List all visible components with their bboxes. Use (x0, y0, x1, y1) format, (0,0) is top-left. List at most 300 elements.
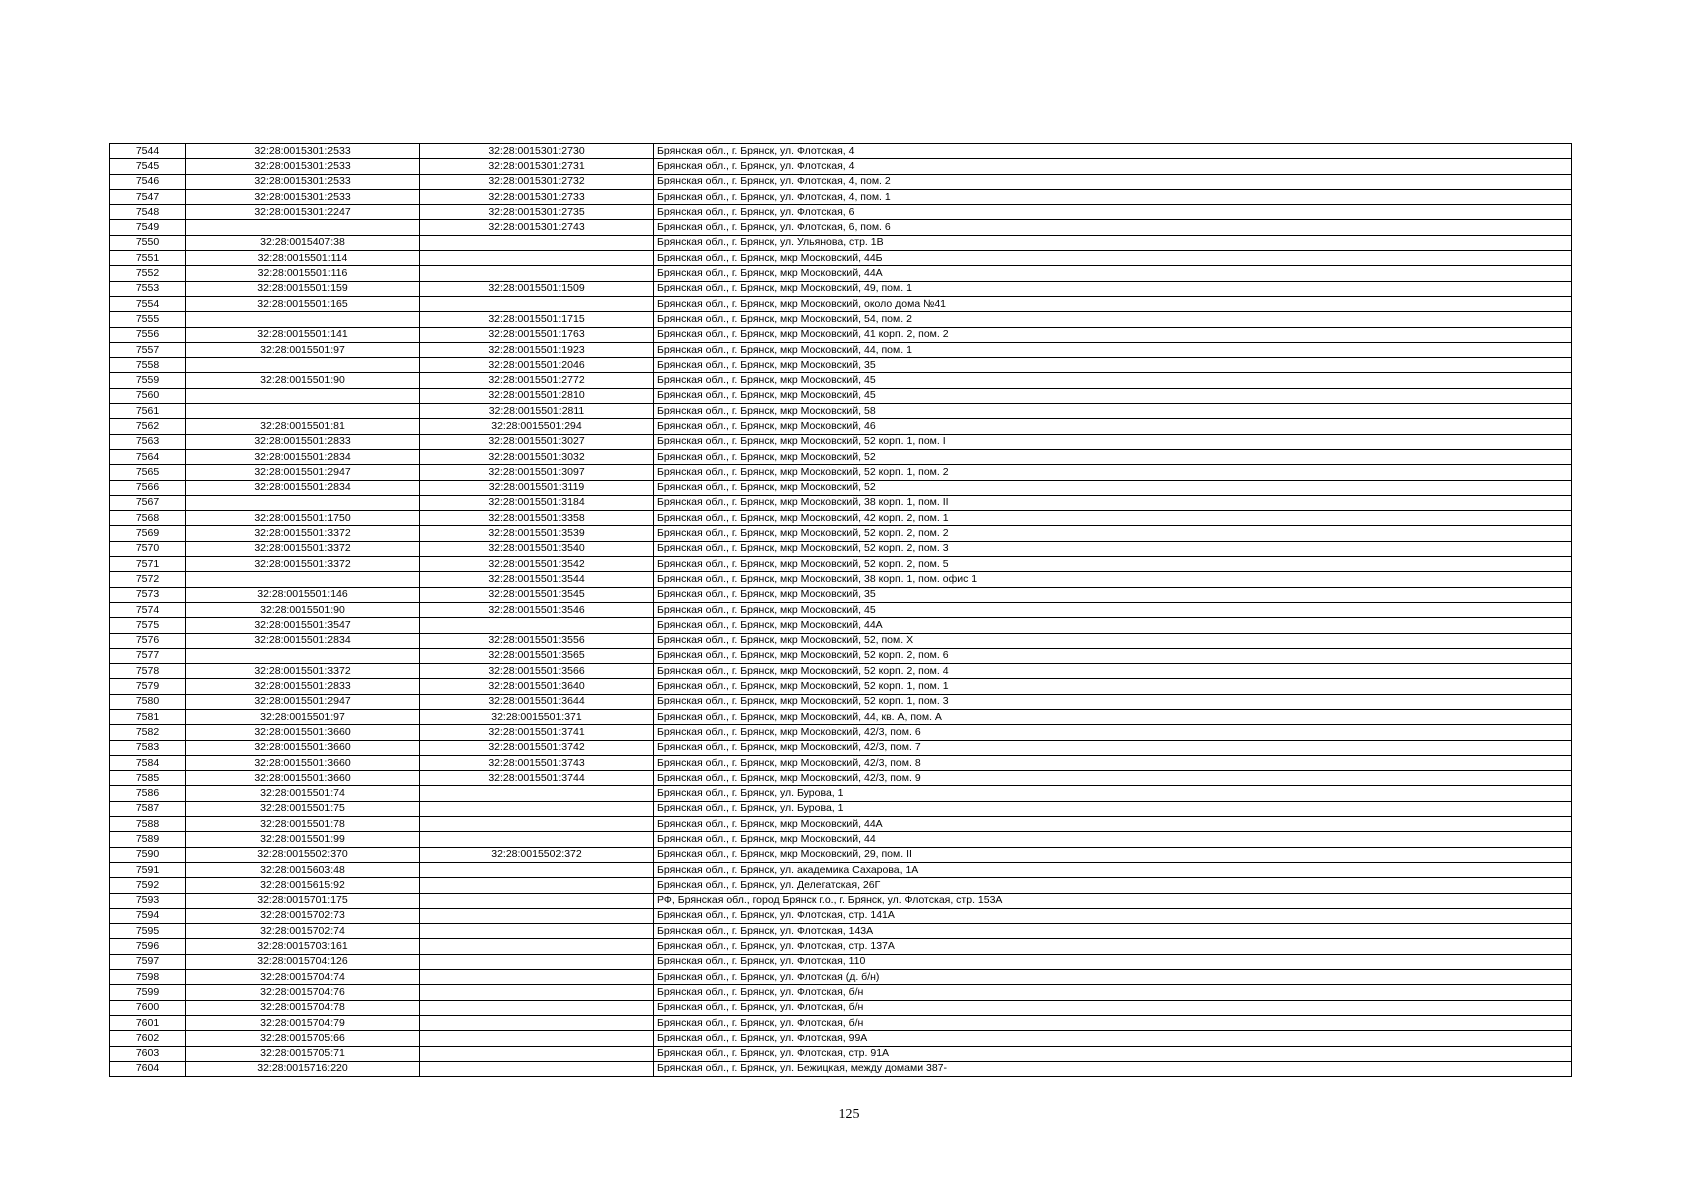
page-number: 125 (838, 1107, 860, 1122)
row-number-cell: 7573 (110, 587, 186, 602)
address-cell: Брянская обл., г. Брянск, мкр Московский, 42/3, пом. 6 (654, 725, 1572, 740)
table-row (110, 939, 1572, 954)
land-cadastral-number-cell: 32:28:0015501:165 (186, 296, 420, 311)
table-row (110, 434, 1572, 449)
object-cadastral-number-cell (420, 817, 654, 832)
table-row (110, 924, 1572, 939)
table-row (110, 404, 1572, 419)
object-cadastral-number-cell: 32:28:0015501:3097 (420, 465, 654, 480)
address-cell: Брянская обл., г. Брянск, ул. Флотская, 4, пом. 1 (654, 189, 1572, 204)
row-number-cell: 7563 (110, 434, 186, 449)
registry-table-body (110, 144, 1572, 1077)
land-cadastral-number-cell: 32:28:0015501:2834 (186, 449, 420, 464)
row-number-cell: 7559 (110, 373, 186, 388)
object-cadastral-number-cell: 32:28:0015501:3540 (420, 541, 654, 556)
address-cell: Брянская обл., г. Брянск, ул. Флотская, 6, пом. 6 (654, 220, 1572, 235)
table-row (110, 709, 1572, 724)
object-cadastral-number-cell (420, 954, 654, 969)
object-cadastral-number-cell: 32:28:0015501:3644 (420, 694, 654, 709)
land-cadastral-number-cell: 32:28:0015501:78 (186, 817, 420, 832)
object-cadastral-number-cell: 32:28:0015501:3027 (420, 434, 654, 449)
table-row (110, 862, 1572, 877)
address-cell: Брянская обл., г. Брянск, мкр Московский, 44, кв. А, пом. А (654, 709, 1572, 724)
object-cadastral-number-cell: 32:28:0015501:2810 (420, 388, 654, 403)
table-row (110, 801, 1572, 816)
object-cadastral-number-cell (420, 786, 654, 801)
address-cell: Брянская обл., г. Брянск, мкр Московский, 52 корп. 1, пом. I (654, 434, 1572, 449)
address-cell: Брянская обл., г. Брянск, ул. Флотская, стр. 137А (654, 939, 1572, 954)
address-cell: Брянская обл., г. Брянск, мкр Московский, 52 корп. 2, пом. 4 (654, 664, 1572, 679)
row-number-cell: 7575 (110, 618, 186, 633)
table-row (110, 694, 1572, 709)
table-row (110, 511, 1572, 526)
address-cell: Брянская обл., г. Брянск, ул. Флотская, стр. 91А (654, 1046, 1572, 1061)
table-row (110, 633, 1572, 648)
object-cadastral-number-cell (420, 924, 654, 939)
land-cadastral-number-cell: 32:28:0015501:3660 (186, 755, 420, 770)
land-cadastral-number-cell: 32:28:0015603:48 (186, 862, 420, 877)
table-row (110, 618, 1572, 633)
address-cell: Брянская обл., г. Брянск, ул. академика Сахарова, 1А (654, 862, 1572, 877)
object-cadastral-number-cell: 32:28:0015501:3741 (420, 725, 654, 740)
table-row (110, 159, 1572, 174)
row-number-cell: 7550 (110, 235, 186, 250)
row-number-cell: 7597 (110, 954, 186, 969)
object-cadastral-number-cell: 32:28:0015301:2733 (420, 189, 654, 204)
table-row (110, 541, 1572, 556)
land-cadastral-number-cell: 32:28:0015501:2833 (186, 679, 420, 694)
address-cell: Брянская обл., г. Брянск, мкр Московский, 44, пом. 1 (654, 342, 1572, 357)
address-cell: Брянская обл., г. Брянск, мкр Московский, 52 корп. 1, пом. 2 (654, 465, 1572, 480)
address-cell: Брянская обл., г. Брянск, мкр Московский, 42/3, пом. 8 (654, 755, 1572, 770)
land-cadastral-number-cell: 32:28:0015301:2247 (186, 205, 420, 220)
table-row (110, 755, 1572, 770)
table-row (110, 251, 1572, 266)
land-cadastral-number-cell: 32:28:0015501:3547 (186, 618, 420, 633)
table-row (110, 893, 1572, 908)
table-row (110, 296, 1572, 311)
address-cell: Брянская обл., г. Брянск, ул. Флотская, б/н (654, 1000, 1572, 1015)
land-cadastral-number-cell (186, 572, 420, 587)
address-cell: Брянская обл., г. Брянск, ул. Ульянова, стр. 1В (654, 235, 1572, 250)
object-cadastral-number-cell (420, 970, 654, 985)
table-row (110, 449, 1572, 464)
address-cell: Брянская обл., г. Брянск, ул. Флотская, 143А (654, 924, 1572, 939)
land-cadastral-number-cell: 32:28:0015704:76 (186, 985, 420, 1000)
object-cadastral-number-cell: 32:28:0015501:3742 (420, 740, 654, 755)
address-cell: Брянская обл., г. Брянск, мкр Московский, 54, пом. 2 (654, 312, 1572, 327)
address-cell: Брянская обл., г. Брянск, мкр Московский, 52 корп. 2, пом. 2 (654, 526, 1572, 541)
registry-table (109, 143, 1572, 1077)
address-cell: Брянская обл., г. Брянск, ул. Бурова, 1 (654, 801, 1572, 816)
row-number-cell: 7566 (110, 480, 186, 495)
row-number-cell: 7548 (110, 205, 186, 220)
row-number-cell: 7558 (110, 358, 186, 373)
address-cell: Брянская обл., г. Брянск, мкр Московский, 49, пом. 1 (654, 281, 1572, 296)
land-cadastral-number-cell: 32:28:0015501:3372 (186, 557, 420, 572)
table-row (110, 664, 1572, 679)
land-cadastral-number-cell: 32:28:0015301:2533 (186, 144, 420, 159)
object-cadastral-number-cell: 32:28:0015501:3565 (420, 648, 654, 663)
address-cell: Брянская обл., г. Брянск, мкр Московский, 38 корп. 1, пом. офис 1 (654, 572, 1572, 587)
object-cadastral-number-cell: 32:28:0015501:1763 (420, 327, 654, 342)
land-cadastral-number-cell: 32:28:0015705:66 (186, 1031, 420, 1046)
address-cell: Брянская обл., г. Брянск, мкр Московский, 52 корп. 2, пом. 3 (654, 541, 1572, 556)
table-row (110, 312, 1572, 327)
row-number-cell: 7552 (110, 266, 186, 281)
row-number-cell: 7571 (110, 557, 186, 572)
land-cadastral-number-cell: 32:28:0015701:175 (186, 893, 420, 908)
object-cadastral-number-cell (420, 985, 654, 1000)
table-row (110, 205, 1572, 220)
land-cadastral-number-cell: 32:28:0015501:159 (186, 281, 420, 296)
table-row (110, 679, 1572, 694)
address-cell: Брянская обл., г. Брянск, мкр Московский, 44 (654, 832, 1572, 847)
row-number-cell: 7544 (110, 144, 186, 159)
row-number-cell: 7557 (110, 342, 186, 357)
table-row (110, 572, 1572, 587)
table-row (110, 220, 1572, 235)
address-cell: Брянская обл., г. Брянск, мкр Московский, 52, пом. X (654, 633, 1572, 648)
land-cadastral-number-cell: 32:28:0015702:74 (186, 924, 420, 939)
row-number-cell: 7568 (110, 511, 186, 526)
object-cadastral-number-cell (420, 1000, 654, 1015)
object-cadastral-number-cell (420, 893, 654, 908)
object-cadastral-number-cell (420, 878, 654, 893)
table-row (110, 908, 1572, 923)
land-cadastral-number-cell: 32:28:0015703:161 (186, 939, 420, 954)
row-number-cell: 7564 (110, 449, 186, 464)
address-cell: Брянская обл., г. Брянск, ул. Флотская, б/н (654, 985, 1572, 1000)
land-cadastral-number-cell: 32:28:0015501:3660 (186, 725, 420, 740)
address-cell: Брянская обл., г. Брянск, ул. Бурова, 1 (654, 786, 1572, 801)
land-cadastral-number-cell: 32:28:0015502:370 (186, 847, 420, 862)
land-cadastral-number-cell: 32:28:0015501:3372 (186, 526, 420, 541)
address-cell: Брянская обл., г. Брянск, мкр Московский, 44А (654, 266, 1572, 281)
object-cadastral-number-cell: 32:28:0015501:1509 (420, 281, 654, 296)
row-number-cell: 7551 (110, 251, 186, 266)
land-cadastral-number-cell (186, 648, 420, 663)
object-cadastral-number-cell: 32:28:0015501:1715 (420, 312, 654, 327)
object-cadastral-number-cell: 32:28:0015501:3546 (420, 602, 654, 617)
object-cadastral-number-cell (420, 862, 654, 877)
land-cadastral-number-cell: 32:28:0015501:116 (186, 266, 420, 281)
row-number-cell: 7560 (110, 388, 186, 403)
table-row (110, 358, 1572, 373)
address-cell: Брянская обл., г. Брянск, мкр Московский, 42/3, пом. 7 (654, 740, 1572, 755)
object-cadastral-number-cell: 32:28:0015502:372 (420, 847, 654, 862)
row-number-cell: 7545 (110, 159, 186, 174)
table-row (110, 388, 1572, 403)
row-number-cell: 7572 (110, 572, 186, 587)
object-cadastral-number-cell: 32:28:0015501:3358 (420, 511, 654, 526)
row-number-cell: 7576 (110, 633, 186, 648)
object-cadastral-number-cell: 32:28:0015501:371 (420, 709, 654, 724)
address-cell: Брянская обл., г. Брянск, мкр Московский, 42/3, пом. 9 (654, 771, 1572, 786)
land-cadastral-number-cell: 32:28:0015501:2833 (186, 434, 420, 449)
row-number-cell: 7600 (110, 1000, 186, 1015)
row-number-cell: 7582 (110, 725, 186, 740)
table-row (110, 970, 1572, 985)
land-cadastral-number-cell: 32:28:0015501:99 (186, 832, 420, 847)
table-row (110, 1061, 1572, 1076)
table-row (110, 954, 1572, 969)
address-cell: Брянская обл., г. Брянск, ул. Флотская, 4 (654, 159, 1572, 174)
row-number-cell: 7553 (110, 281, 186, 296)
object-cadastral-number-cell (420, 1031, 654, 1046)
object-cadastral-number-cell: 32:28:0015501:3744 (420, 771, 654, 786)
table-row (110, 985, 1572, 1000)
table-row (110, 189, 1572, 204)
row-number-cell: 7598 (110, 970, 186, 985)
table-row (110, 587, 1572, 602)
row-number-cell: 7565 (110, 465, 186, 480)
land-cadastral-number-cell: 32:28:0015501:2947 (186, 465, 420, 480)
table-row (110, 557, 1572, 572)
object-cadastral-number-cell (420, 235, 654, 250)
row-number-cell: 7589 (110, 832, 186, 847)
table-row (110, 832, 1572, 847)
table-row (110, 419, 1572, 434)
land-cadastral-number-cell: 32:28:0015301:2533 (186, 174, 420, 189)
address-cell: Брянская обл., г. Брянск, мкр Московский, около дома №41 (654, 296, 1572, 311)
address-cell: Брянская обл., г. Брянск, ул. Флотская, 99А (654, 1031, 1572, 1046)
row-number-cell: 7596 (110, 939, 186, 954)
address-cell: Брянская обл., г. Брянск, мкр Московский, 35 (654, 587, 1572, 602)
address-cell: РФ, Брянская обл., город Брянск г.о., г. Брянск, ул. Флотская, стр. 153А (654, 893, 1572, 908)
land-cadastral-number-cell: 32:28:0015501:146 (186, 587, 420, 602)
land-cadastral-number-cell: 32:28:0015615:92 (186, 878, 420, 893)
address-cell: Брянская обл., г. Брянск, мкр Московский, 45 (654, 388, 1572, 403)
object-cadastral-number-cell: 32:28:0015501:294 (420, 419, 654, 434)
table-row (110, 1031, 1572, 1046)
land-cadastral-number-cell: 32:28:0015501:2947 (186, 694, 420, 709)
row-number-cell: 7574 (110, 602, 186, 617)
row-number-cell: 7595 (110, 924, 186, 939)
address-cell: Брянская обл., г. Брянск, ул. Флотская, 4 (654, 144, 1572, 159)
object-cadastral-number-cell: 32:28:0015501:3556 (420, 633, 654, 648)
row-number-cell: 7603 (110, 1046, 186, 1061)
table-row (110, 281, 1572, 296)
row-number-cell: 7583 (110, 740, 186, 755)
address-cell: Брянская обл., г. Брянск, ул. Флотская, б/н (654, 1015, 1572, 1030)
land-cadastral-number-cell: 32:28:0015501:97 (186, 709, 420, 724)
row-number-cell: 7570 (110, 541, 186, 556)
table-row (110, 602, 1572, 617)
land-cadastral-number-cell (186, 495, 420, 510)
row-number-cell: 7567 (110, 495, 186, 510)
object-cadastral-number-cell (420, 1046, 654, 1061)
address-cell: Брянская обл., г. Брянск, ул. Флотская, стр. 141А (654, 908, 1572, 923)
land-cadastral-number-cell: 32:28:0015501:81 (186, 419, 420, 434)
address-cell: Брянская обл., г. Брянск, ул. Делегатская, 26Г (654, 878, 1572, 893)
address-cell: Брянская обл., г. Брянск, ул. Флотская, 110 (654, 954, 1572, 969)
object-cadastral-number-cell: 32:28:0015301:2743 (420, 220, 654, 235)
address-cell: Брянская обл., г. Брянск, мкр Московский, 52 корп. 2, пом. 6 (654, 648, 1572, 663)
address-cell: Брянская обл., г. Брянск, ул. Флотская, 6 (654, 205, 1572, 220)
object-cadastral-number-cell: 32:28:0015301:2730 (420, 144, 654, 159)
land-cadastral-number-cell: 32:28:0015501:2834 (186, 480, 420, 495)
row-number-cell: 7578 (110, 664, 186, 679)
table-row (110, 495, 1572, 510)
object-cadastral-number-cell: 32:28:0015501:2772 (420, 373, 654, 388)
object-cadastral-number-cell (420, 266, 654, 281)
land-cadastral-number-cell: 32:28:0015501:1750 (186, 511, 420, 526)
row-number-cell: 7594 (110, 908, 186, 923)
land-cadastral-number-cell: 32:28:0015704:78 (186, 1000, 420, 1015)
address-cell: Брянская обл., г. Брянск, мкр Московский, 52 корп. 2, пом. 5 (654, 557, 1572, 572)
object-cadastral-number-cell: 32:28:0015301:2731 (420, 159, 654, 174)
table-row (110, 174, 1572, 189)
table-row (110, 817, 1572, 832)
land-cadastral-number-cell: 32:28:0015501:141 (186, 327, 420, 342)
row-number-cell: 7555 (110, 312, 186, 327)
land-cadastral-number-cell: 32:28:0015716:220 (186, 1061, 420, 1076)
land-cadastral-number-cell: 32:28:0015501:3372 (186, 541, 420, 556)
land-cadastral-number-cell: 32:28:0015704:79 (186, 1015, 420, 1030)
land-cadastral-number-cell: 32:28:0015705:71 (186, 1046, 420, 1061)
table-row (110, 480, 1572, 495)
row-number-cell: 7569 (110, 526, 186, 541)
table-row (110, 526, 1572, 541)
address-cell: Брянская обл., г. Брянск, мкр Московский, 29, пом. II (654, 847, 1572, 862)
object-cadastral-number-cell (420, 801, 654, 816)
object-cadastral-number-cell (420, 908, 654, 923)
table-row (110, 1046, 1572, 1061)
address-cell: Брянская обл., г. Брянск, мкр Московский, 58 (654, 404, 1572, 419)
land-cadastral-number-cell: 32:28:0015501:2834 (186, 633, 420, 648)
row-number-cell: 7579 (110, 679, 186, 694)
object-cadastral-number-cell: 32:28:0015301:2732 (420, 174, 654, 189)
land-cadastral-number-cell: 32:28:0015501:3372 (186, 664, 420, 679)
address-cell: Брянская обл., г. Брянск, ул. Бежицкая, между домами 387- (654, 1061, 1572, 1076)
object-cadastral-number-cell (420, 832, 654, 847)
table-row (110, 847, 1572, 862)
land-cadastral-number-cell (186, 220, 420, 235)
object-cadastral-number-cell (420, 618, 654, 633)
row-number-cell: 7562 (110, 419, 186, 434)
table-row (110, 235, 1572, 250)
object-cadastral-number-cell: 32:28:0015301:2735 (420, 205, 654, 220)
table-row (110, 725, 1572, 740)
object-cadastral-number-cell: 32:28:0015501:3544 (420, 572, 654, 587)
object-cadastral-number-cell: 32:28:0015501:2811 (420, 404, 654, 419)
table-row (110, 878, 1572, 893)
row-number-cell: 7577 (110, 648, 186, 663)
land-cadastral-number-cell: 32:28:0015407:38 (186, 235, 420, 250)
object-cadastral-number-cell (420, 939, 654, 954)
land-cadastral-number-cell: 32:28:0015501:97 (186, 342, 420, 357)
row-number-cell: 7588 (110, 817, 186, 832)
row-number-cell: 7554 (110, 296, 186, 311)
object-cadastral-number-cell: 32:28:0015501:3542 (420, 557, 654, 572)
address-cell: Брянская обл., г. Брянск, мкр Московский, 44А (654, 618, 1572, 633)
row-number-cell: 7590 (110, 847, 186, 862)
land-cadastral-number-cell: 32:28:0015501:90 (186, 373, 420, 388)
row-number-cell: 7556 (110, 327, 186, 342)
land-cadastral-number-cell (186, 404, 420, 419)
row-number-cell: 7586 (110, 786, 186, 801)
object-cadastral-number-cell: 32:28:0015501:3640 (420, 679, 654, 694)
row-number-cell: 7546 (110, 174, 186, 189)
table-row (110, 740, 1572, 755)
table-row (110, 144, 1572, 159)
object-cadastral-number-cell: 32:28:0015501:3032 (420, 449, 654, 464)
row-number-cell: 7587 (110, 801, 186, 816)
land-cadastral-number-cell: 32:28:0015702:73 (186, 908, 420, 923)
table-row (110, 1015, 1572, 1030)
land-cadastral-number-cell: 32:28:0015301:2533 (186, 189, 420, 204)
address-cell: Брянская обл., г. Брянск, мкр Московский, 52 корп. 1, пом. 1 (654, 679, 1572, 694)
land-cadastral-number-cell: 32:28:0015501:74 (186, 786, 420, 801)
row-number-cell: 7591 (110, 862, 186, 877)
row-number-cell: 7585 (110, 771, 186, 786)
row-number-cell: 7602 (110, 1031, 186, 1046)
land-cadastral-number-cell: 32:28:0015501:75 (186, 801, 420, 816)
land-cadastral-number-cell: 32:28:0015501:3660 (186, 771, 420, 786)
land-cadastral-number-cell (186, 358, 420, 373)
object-cadastral-number-cell: 32:28:0015501:3119 (420, 480, 654, 495)
row-number-cell: 7581 (110, 709, 186, 724)
object-cadastral-number-cell: 32:28:0015501:1923 (420, 342, 654, 357)
row-number-cell: 7549 (110, 220, 186, 235)
table-row (110, 327, 1572, 342)
address-cell: Брянская обл., г. Брянск, мкр Московский, 44Б (654, 251, 1572, 266)
address-cell: Брянская обл., г. Брянск, мкр Московский, 46 (654, 419, 1572, 434)
table-row (110, 342, 1572, 357)
object-cadastral-number-cell: 32:28:0015501:3743 (420, 755, 654, 770)
address-cell: Брянская обл., г. Брянск, мкр Московский, 42 корп. 2, пом. 1 (654, 511, 1572, 526)
table-row (110, 648, 1572, 663)
address-cell: Брянская обл., г. Брянск, ул. Флотская (д. б/н) (654, 970, 1572, 985)
row-number-cell: 7601 (110, 1015, 186, 1030)
object-cadastral-number-cell: 32:28:0015501:3539 (420, 526, 654, 541)
land-cadastral-number-cell: 32:28:0015704:126 (186, 954, 420, 969)
address-cell: Брянская обл., г. Брянск, мкр Московский, 35 (654, 358, 1572, 373)
row-number-cell: 7561 (110, 404, 186, 419)
object-cadastral-number-cell (420, 251, 654, 266)
land-cadastral-number-cell (186, 312, 420, 327)
address-cell: Брянская обл., г. Брянск, мкр Московский, 45 (654, 373, 1572, 388)
land-cadastral-number-cell: 32:28:0015501:90 (186, 602, 420, 617)
address-cell: Брянская обл., г. Брянск, мкр Московский, 45 (654, 602, 1572, 617)
object-cadastral-number-cell: 32:28:0015501:3184 (420, 495, 654, 510)
address-cell: Брянская обл., г. Брянск, мкр Московский, 52 (654, 480, 1572, 495)
land-cadastral-number-cell: 32:28:0015501:114 (186, 251, 420, 266)
address-cell: Брянская обл., г. Брянск, мкр Московский, 44А (654, 817, 1572, 832)
object-cadastral-number-cell (420, 1061, 654, 1076)
address-cell: Брянская обл., г. Брянск, ул. Флотская, 4, пом. 2 (654, 174, 1572, 189)
object-cadastral-number-cell (420, 1015, 654, 1030)
table-row (110, 786, 1572, 801)
row-number-cell: 7593 (110, 893, 186, 908)
table-row (110, 373, 1572, 388)
row-number-cell: 7580 (110, 694, 186, 709)
land-cadastral-number-cell: 32:28:0015501:3660 (186, 740, 420, 755)
address-cell: Брянская обл., г. Брянск, мкр Московский, 41 корп. 2, пом. 2 (654, 327, 1572, 342)
object-cadastral-number-cell: 32:28:0015501:3566 (420, 664, 654, 679)
row-number-cell: 7592 (110, 878, 186, 893)
object-cadastral-number-cell: 32:28:0015501:3545 (420, 587, 654, 602)
row-number-cell: 7599 (110, 985, 186, 1000)
address-cell: Брянская обл., г. Брянск, мкр Московский, 38 корп. 1, пом. II (654, 495, 1572, 510)
land-cadastral-number-cell (186, 388, 420, 403)
object-cadastral-number-cell (420, 296, 654, 311)
object-cadastral-number-cell: 32:28:0015501:2046 (420, 358, 654, 373)
table-row (110, 465, 1572, 480)
land-cadastral-number-cell: 32:28:0015704:74 (186, 970, 420, 985)
table-row (110, 266, 1572, 281)
